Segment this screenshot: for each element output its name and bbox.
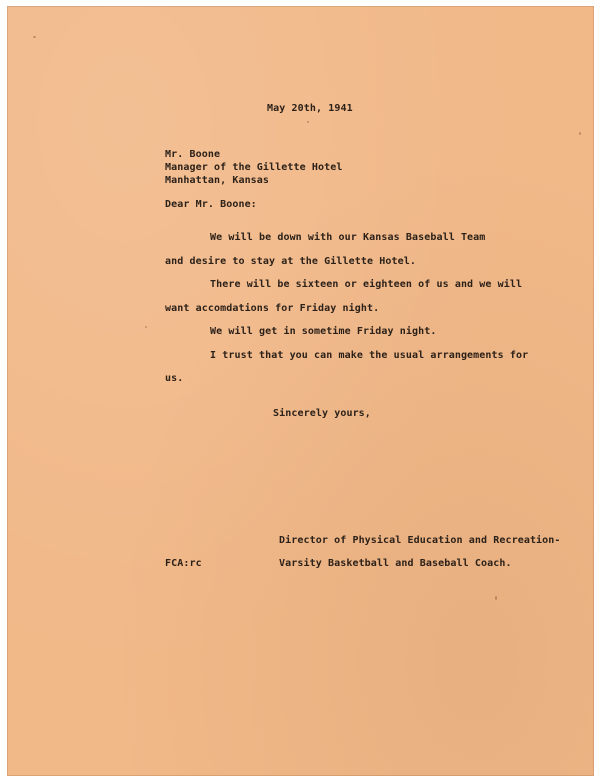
body-line: want accomdations for Friday night. (165, 303, 380, 314)
salutation: Dear Mr. Boone: (165, 199, 257, 210)
paper-speck (579, 132, 581, 135)
paper-speck (307, 121, 309, 123)
recipient-city: Manhattan, Kansas (165, 175, 270, 186)
body-line: We will be down with our Kansas Baseball Team (210, 232, 486, 243)
closing: Sincerely yours, (273, 408, 371, 419)
body-line: There will be sixteen or eighteen of us and we will (210, 279, 523, 290)
signature-title-line: Varsity Basketball and Baseball Coach. (279, 558, 512, 569)
recipient-name: Mr. Boone (165, 149, 221, 160)
letter-sheet (7, 6, 594, 776)
paper-speck (495, 596, 497, 600)
body-line: us. (165, 373, 184, 384)
typist-initials: FCA:rc (165, 558, 202, 569)
body-line: and desire to stay at the Gillette Hotel. (165, 256, 416, 267)
body-line: I trust that you can make the usual arrangements for (210, 350, 529, 361)
recipient-title: Manager of the Gillette Hotel (165, 162, 343, 173)
signature-title-line: Director of Physical Education and Recreation- (279, 535, 561, 546)
letter-date: May 20th, 1941 (267, 103, 353, 114)
paper-speck (33, 36, 36, 38)
body-line: We will get in sometime Friday night. (210, 326, 437, 337)
paper-speck (145, 326, 147, 328)
